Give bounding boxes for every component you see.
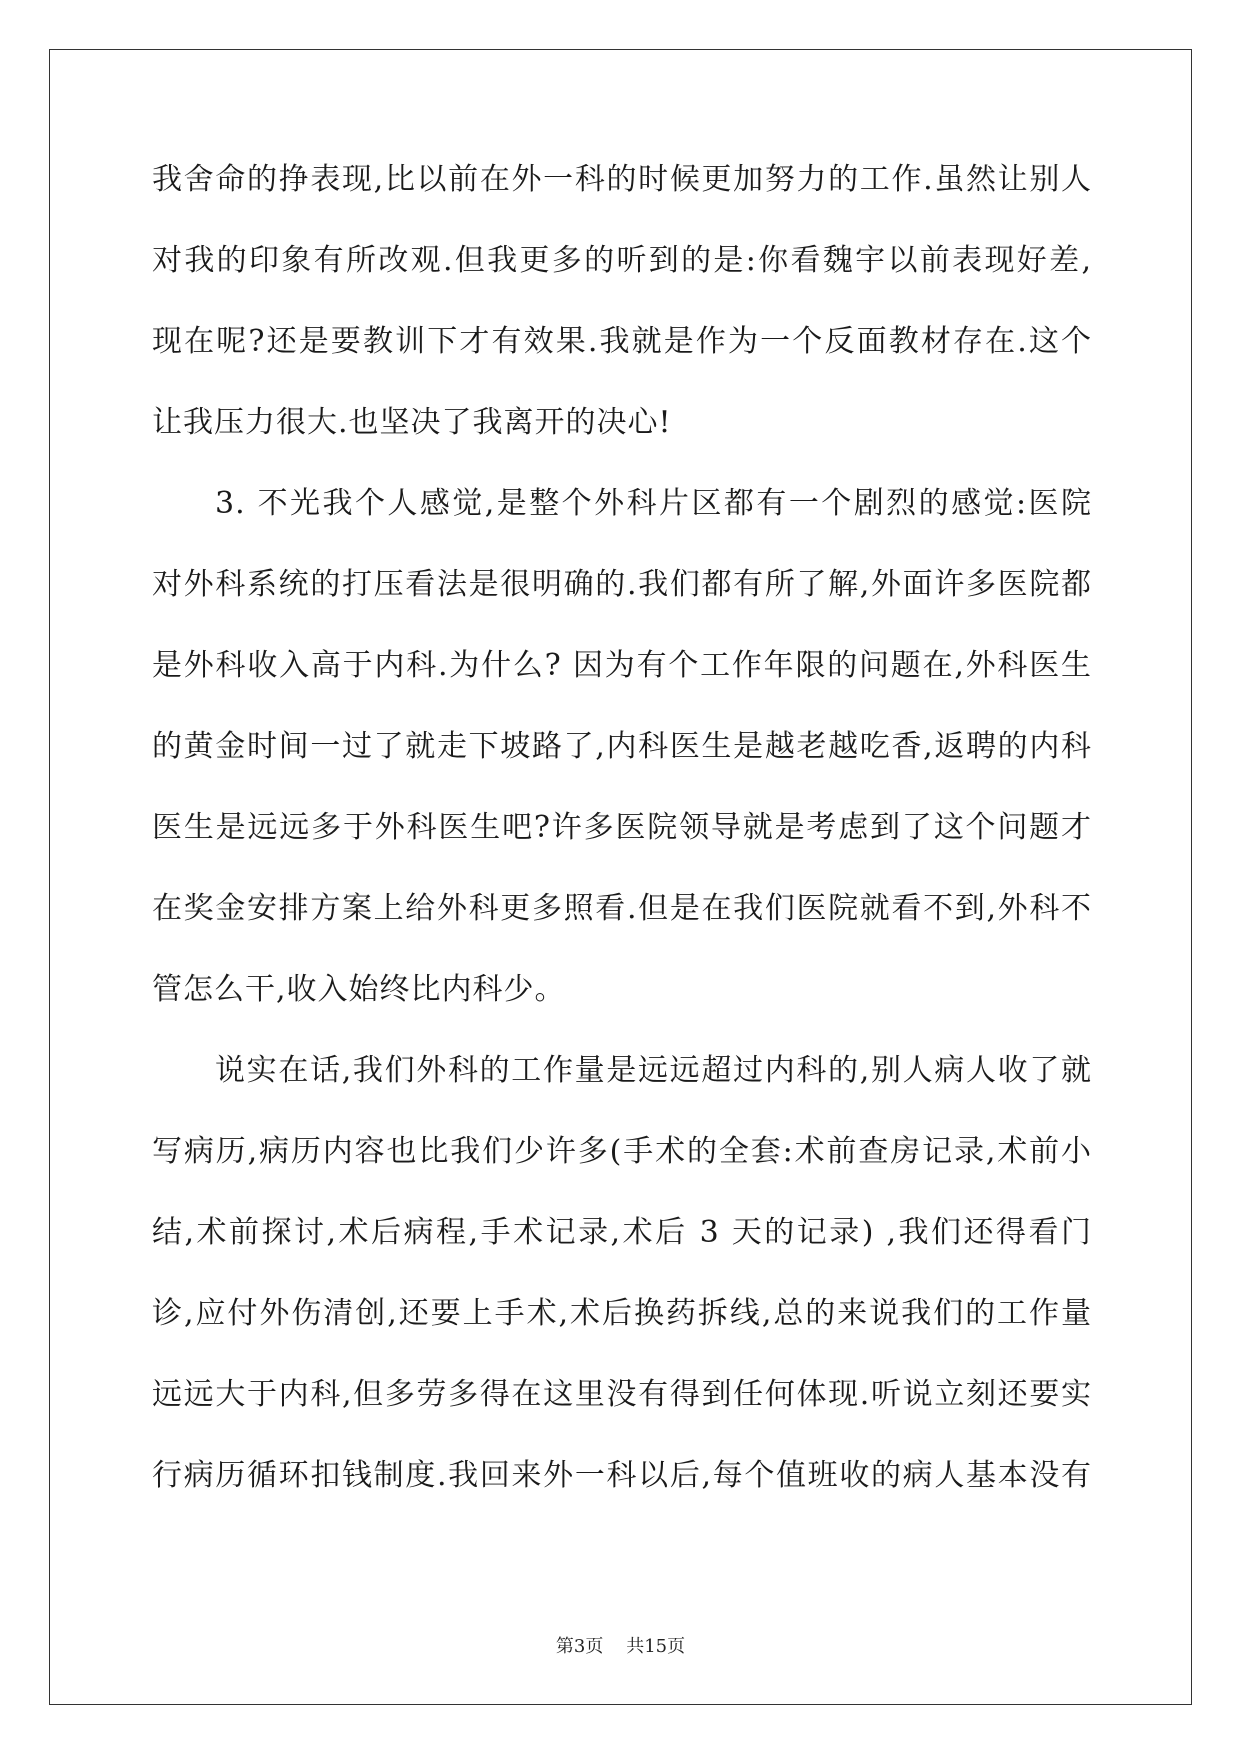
text-line: 管怎么干,收入始终比内科少。	[152, 972, 566, 1007]
text-line: 的黄金时间一过了就走下坡路了,内科医生是越老越吃香,返聘的内科	[152, 729, 1092, 764]
page-footer	[0, 1632, 1241, 1658]
text-line: 我舍命的挣表现,比以前在外一科的时候更加努力的工作.虽然让别人	[152, 162, 1092, 197]
text-line: 对外科系统的打压看法是很明确的.我们都有所了解,外面许多医院都	[152, 567, 1092, 602]
text-line: 行病历循环扣钱制度.我回来外一科以后,每个值班收的病人基本没有	[152, 1458, 1092, 1493]
page-total: 共15页	[626, 1636, 686, 1657]
text-line: 说实在话,我们外科的工作量是远远超过内科的,别人病人收了就	[215, 1053, 1092, 1088]
text-line: 3. 不光我个人感觉,是整个外科片区都有一个剧烈的感觉:医院	[215, 486, 1092, 521]
text-line: 远远大于内科,但多劳多得在这里没有得到任何体现.听说立刻还要实	[152, 1377, 1092, 1412]
text-line: 现在呢?还是要教训下才有效果.我就是作为一个反面教材存在.这个	[152, 324, 1092, 359]
text-line: 医生是远远多于外科医生吧?许多医院领导就是考虑到了这个问题才	[152, 810, 1092, 845]
document-body	[152, 163, 1092, 1540]
text-line: 是外科收入高于内科.为什么? 因为有个工作年限的问题在,外科医生	[152, 648, 1092, 683]
text-line: 诊,应付外伤清创,还要上手术,术后换药拆线,总的来说我们的工作量	[152, 1296, 1092, 1331]
text-line: 在奖金安排方案上给外科更多照看.但是在我们医院就看不到,外科不	[152, 891, 1092, 926]
text-line: 结,术前探讨,术后病程,手术记录,术后 3 天的记录) ,我们还得看门	[152, 1215, 1092, 1250]
text-line: 让我压力很大.也坚决了我离开的决心!	[152, 405, 672, 440]
page-number: 第3页	[555, 1636, 604, 1657]
text-line: 对我的印象有所改观.但我更多的听到的是:你看魏宇以前表现好差,	[152, 243, 1092, 278]
text-line: 写病历,病历内容也比我们少许多(手术的全套:术前查房记录,术前小	[152, 1134, 1092, 1169]
